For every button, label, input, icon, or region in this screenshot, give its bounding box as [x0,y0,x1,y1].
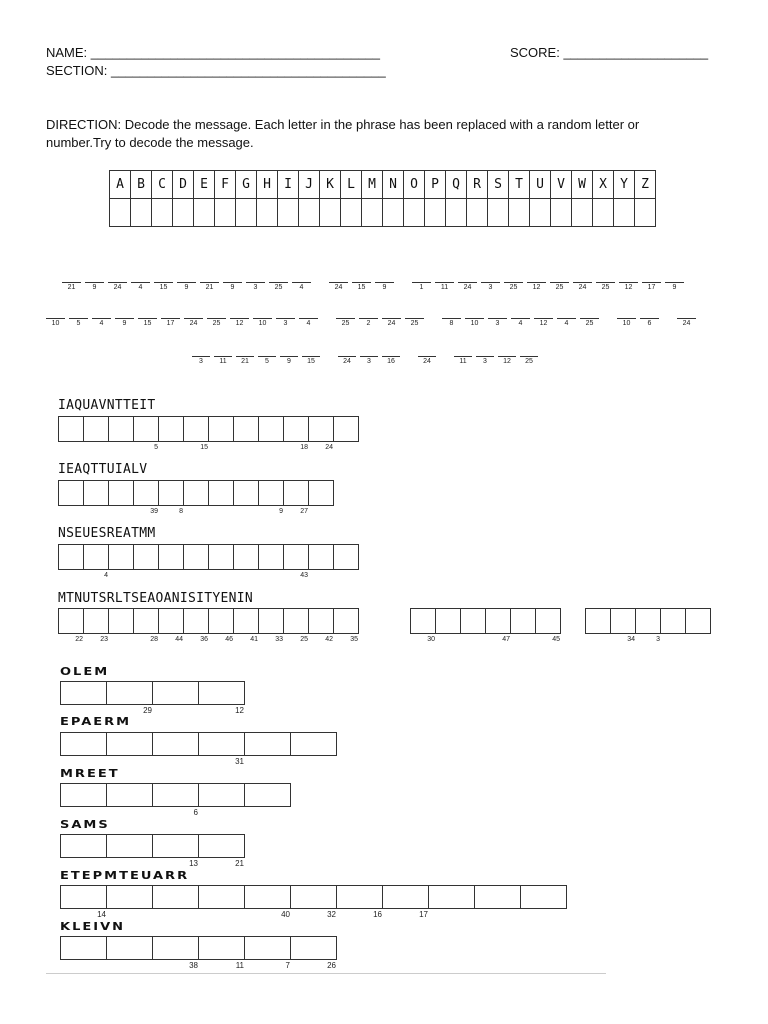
answer-box[interactable] [244,783,291,807]
clue-number: 44 [175,636,183,643]
cipher-blank[interactable]: 25 [580,318,599,327]
answer-box[interactable] [106,936,153,960]
alphabet-answer-cell[interactable] [488,199,509,227]
cipher-blank[interactable]: 3 [476,356,494,365]
answer-box[interactable] [83,416,109,442]
alphabet-letter: N [383,171,404,199]
answer-box[interactable] [308,480,334,506]
clue-number: 14 [97,910,106,919]
alphabet-letter: V [551,171,572,199]
clue-number: 8 [179,508,183,515]
alphabet-answer-cell[interactable] [173,199,194,227]
answer-box[interactable] [435,608,461,634]
answer-box[interactable] [152,936,199,970]
clue-number: 39 [150,508,158,515]
scrambled-word: IAQUAVNTTEIT [58,398,156,413]
clue-number: 35 [350,636,358,643]
cipher-blank[interactable]: 15 [352,282,371,291]
cipher-blank[interactable]: 3 [360,356,378,365]
alphabet-answer-cell[interactable] [362,199,383,227]
answer-box[interactable] [198,732,245,766]
cipher-blank[interactable]: 4 [292,282,311,291]
cipher-line [192,356,542,365]
answer-box[interactable] [152,681,199,705]
cipher-blank[interactable]: 4 [511,318,530,327]
cipher-blank[interactable]: 6 [640,318,659,327]
answer-box[interactable] [152,783,199,817]
cipher-blank[interactable]: 5 [258,356,276,365]
answer-box[interactable] [244,732,291,756]
scrambled-word: NSEUESREATMM [58,526,156,541]
answer-box[interactable] [60,681,107,705]
cipher-blank[interactable]: 10 [617,318,636,327]
answer-box[interactable] [685,608,711,634]
answer-box[interactable] [60,834,107,858]
cipher-blank[interactable]: 9 [223,282,242,291]
cipher-blank[interactable]: 3 [481,282,500,291]
answer-box[interactable] [233,608,259,643]
answer-box[interactable] [133,416,159,451]
alphabet-letter: K [320,171,341,199]
answer-box[interactable] [233,480,259,506]
answer-box-row [585,608,711,643]
answer-box[interactable] [460,608,486,634]
cipher-blank[interactable]: 21 [200,282,219,291]
cipher-blank[interactable]: 24 [418,356,436,365]
cipher-blank[interactable]: 3 [488,318,507,327]
answer-box[interactable] [283,480,309,515]
cipher-blank[interactable]: 11 [214,356,232,365]
answer-box[interactable] [158,544,184,570]
cipher-blank[interactable]: 24 [573,282,592,291]
alphabet-letter: D [173,171,194,199]
cipher-blank[interactable]: 9 [665,282,684,291]
answer-box-row [58,416,359,451]
alphabet-letter: W [572,171,593,199]
clue-number: 43 [300,572,308,579]
cipher-blank[interactable]: 24 [329,282,348,291]
answer-box[interactable] [106,834,153,858]
answer-box[interactable] [106,681,153,715]
scrambled-word: SAMS [60,819,110,831]
answer-box-row [60,681,245,715]
alphabet-answer-cell[interactable] [110,199,131,227]
answer-box-row [58,544,359,579]
cipher-blank[interactable]: 25 [405,318,424,327]
alphabet-letter: M [362,171,383,199]
alphabet-letter: A [110,171,131,199]
answer-box[interactable] [158,416,184,442]
cipher-line [62,282,688,291]
answer-box-row [60,783,291,817]
answer-box[interactable] [83,544,109,579]
clue-number: 3 [656,636,660,643]
clue-number: 7 [285,961,290,970]
clue-number: 46 [225,636,233,643]
scrambled-word: MREET [60,768,120,780]
cipher-blank[interactable]: 25 [269,282,288,291]
clue-number: 34 [627,636,635,643]
answer-box[interactable] [290,936,337,970]
alphabet-letter: I [278,171,299,199]
cipher-blank[interactable]: 21 [236,356,254,365]
alphabet-answer-cell[interactable] [404,199,425,227]
alphabet-answer-cell[interactable] [320,199,341,227]
clue-number: 28 [150,636,158,643]
answer-box[interactable] [106,885,153,909]
answer-box[interactable] [158,608,184,643]
answer-box[interactable] [58,416,84,442]
answer-box[interactable] [198,936,245,970]
answer-box[interactable] [585,608,611,634]
answer-box[interactable] [198,681,245,715]
clue-number: 21 [235,859,244,868]
answer-box[interactable] [308,608,334,643]
clue-number: 38 [189,961,198,970]
answer-box[interactable] [520,885,567,909]
answer-box[interactable] [244,885,291,919]
clue-number: 15 [200,444,208,451]
alphabet-letter: H [257,171,278,199]
answer-box[interactable] [152,732,199,756]
answer-box[interactable] [60,732,107,756]
answer-box[interactable] [474,885,521,909]
answer-box[interactable] [106,783,153,807]
answer-box-row [60,732,337,766]
scrambled-word: ETEPMTEUARR [60,870,190,882]
answer-box[interactable] [290,732,337,756]
clue-number: 29 [143,706,152,715]
alphabet-answer-cell[interactable] [152,199,173,227]
answer-box[interactable] [635,608,661,643]
answer-box[interactable] [133,608,159,643]
alphabet-letter: Q [446,171,467,199]
alphabet-answer-cell[interactable] [614,199,635,227]
answer-box[interactable] [183,544,209,570]
answer-box-row [60,834,245,868]
alphabet-letter: B [131,171,152,199]
clue-number: 36 [200,636,208,643]
answer-box[interactable] [283,416,309,451]
answer-box[interactable] [428,885,475,909]
cipher-blank[interactable]: 11 [454,356,472,365]
cipher-blank[interactable]: 10 [46,318,65,327]
cipher-blank[interactable]: 24 [108,282,127,291]
answer-box[interactable] [108,416,134,442]
answer-box[interactable] [333,608,359,643]
alphabet-letter: X [593,171,614,199]
cipher-blank[interactable]: 9 [177,282,196,291]
alphabet-key-table [109,170,656,227]
answer-box[interactable] [258,416,284,442]
alphabet-answer-cell[interactable] [425,199,446,227]
cipher-blank[interactable]: 4 [299,318,318,327]
direction-text: DIRECTION: Decode the message. Each letter in the phrase has been replaced with a random letter or number.Try to decode the message. [46,117,640,150]
clue-number: 22 [75,636,83,643]
cipher-blank[interactable]: 9 [375,282,394,291]
cipher-blank[interactable]: 17 [161,318,180,327]
alphabet-letter: L [341,171,362,199]
alphabet-letter: T [509,171,530,199]
cipher-blank[interactable]: 11 [435,282,454,291]
alphabet-answer-cell[interactable] [194,199,215,227]
cipher-blank[interactable]: 25 [336,318,355,327]
cipher-blank[interactable]: 24 [382,318,401,327]
alphabet-answer-cell[interactable] [215,199,236,227]
answer-box[interactable] [60,936,107,960]
alphabet-answer-cell[interactable] [446,199,467,227]
alphabet-letter: P [425,171,446,199]
answer-box[interactable] [108,544,134,570]
clue-number: 40 [281,910,290,919]
clue-number: 16 [373,910,382,919]
cipher-blank[interactable]: 25 [207,318,226,327]
alphabet-letter: Y [614,171,635,199]
answer-box[interactable] [382,885,429,919]
scrambled-word: KLEIVN [60,921,126,933]
alphabet-letter: G [236,171,257,199]
alphabet-answer-cell[interactable] [131,199,152,227]
alphabet-answer-cell[interactable] [572,199,593,227]
cipher-blank[interactable]: 24 [458,282,477,291]
answer-box[interactable] [485,608,511,643]
clue-number: 30 [427,636,435,643]
answer-box[interactable] [60,885,107,919]
scrambled-word: MTNUTSRLTSEAOANISITYENIN [58,591,254,606]
alphabet-answer-cell[interactable] [341,199,362,227]
answer-box[interactable] [58,608,84,643]
answer-box[interactable] [308,544,334,570]
answer-box[interactable] [183,416,209,451]
cipher-blank[interactable]: 1 [412,282,431,291]
answer-box[interactable] [535,608,561,643]
cipher-blank[interactable]: 2 [359,318,378,327]
answer-box[interactable] [108,608,134,634]
clue-number: 25 [300,636,308,643]
cipher-blank[interactable]: 10 [253,318,272,327]
alphabet-answer-cell[interactable] [509,199,530,227]
answer-box[interactable] [198,834,245,868]
clue-number: 5 [154,444,158,451]
clue-number: 47 [502,636,510,643]
cipher-blank[interactable]: 12 [230,318,249,327]
answer-box[interactable] [198,885,245,909]
cipher-blank[interactable]: 10 [465,318,484,327]
answer-box[interactable] [333,416,359,442]
alphabet-answer-cell[interactable] [551,199,572,227]
cipher-blank[interactable]: 9 [115,318,134,327]
answer-box[interactable] [158,480,184,515]
answer-box[interactable] [133,544,159,570]
answer-box[interactable] [83,480,109,506]
answer-box[interactable] [208,416,234,442]
answer-box[interactable] [106,732,153,756]
scrambled-word: IEAQTTUIALV [58,462,148,477]
alphabet-letter: E [194,171,215,199]
answer-box[interactable] [58,544,84,570]
answer-box-row [58,480,334,515]
cipher-blank[interactable]: 25 [550,282,569,291]
cipher-blank[interactable]: 9 [85,282,104,291]
answer-box[interactable] [258,608,284,643]
answer-box[interactable] [290,885,337,919]
scrambled-word: EPAERM [60,716,132,728]
cipher-blank[interactable]: 4 [557,318,576,327]
answer-box[interactable] [660,608,686,634]
cipher-blank[interactable]: 15 [138,318,157,327]
cipher-blank[interactable]: 24 [338,356,356,365]
clue-number: 4 [104,572,108,579]
answer-box[interactable] [308,416,334,451]
answer-box[interactable] [133,480,159,515]
cipher-blank[interactable]: 9 [280,356,298,365]
clue-number: 31 [235,757,244,766]
answer-box[interactable] [336,885,383,919]
answer-box[interactable] [152,834,199,868]
cipher-blank[interactable]: 17 [642,282,661,291]
clue-number: 17 [419,910,428,919]
cipher-blank[interactable]: 21 [62,282,81,291]
alphabet-letter: S [488,171,509,199]
clue-number: 13 [189,859,198,868]
clue-number: 9 [279,508,283,515]
answer-box-row [58,608,359,643]
answer-box[interactable] [258,480,284,515]
answer-box[interactable] [198,783,245,807]
answer-box-row [60,885,567,919]
alphabet-letter: U [530,171,551,199]
alphabet-letter: Z [635,171,656,199]
scrambled-word: OLEM [60,666,110,678]
cipher-blank[interactable]: 25 [504,282,523,291]
cipher-blank[interactable]: 4 [92,318,111,327]
cipher-blank[interactable]: 25 [596,282,615,291]
cipher-blank[interactable]: 12 [498,356,516,365]
clue-number: 23 [100,636,108,643]
cipher-blank[interactable]: 15 [302,356,320,365]
cipher-blank[interactable]: 3 [192,356,210,365]
answer-box[interactable] [208,544,234,570]
alphabet-answer-cell[interactable] [635,199,656,227]
answer-box[interactable] [208,480,234,506]
clue-number: 18 [300,444,308,451]
clue-number: 6 [193,808,198,817]
clue-number: 42 [325,636,333,643]
clue-number: 32 [327,910,336,919]
alphabet-answer-cell[interactable] [467,199,488,227]
score-field[interactable]: SCORE: ____________________ [510,45,709,60]
answer-box[interactable] [183,608,209,643]
alphabet-letter: J [299,171,320,199]
answer-box-row [60,936,337,970]
alphabet-answer-cell[interactable] [383,199,404,227]
answer-box[interactable] [233,544,259,570]
cipher-line [46,318,700,327]
cipher-blank[interactable]: 15 [154,282,173,291]
answer-box[interactable] [244,936,291,970]
answer-box[interactable] [60,783,107,807]
cipher-blank[interactable]: 3 [246,282,265,291]
clue-number: 24 [325,444,333,451]
cipher-blank[interactable]: 5 [69,318,88,327]
cipher-blank[interactable]: 8 [442,318,461,327]
clue-number: 45 [552,636,560,643]
alphabet-answer-cell[interactable] [236,199,257,227]
answer-box[interactable] [108,480,134,506]
cipher-blank[interactable]: 24 [184,318,203,327]
alphabet-answer-cell[interactable] [530,199,551,227]
footer-divider [46,973,606,974]
alphabet-letter: C [152,171,173,199]
answer-box[interactable] [58,480,84,506]
clue-number: 27 [300,508,308,515]
cipher-blank[interactable]: 25 [520,356,538,365]
clue-number: 11 [235,961,244,970]
answer-box-row [410,608,561,643]
alphabet-letter: F [215,171,236,199]
answer-box[interactable] [183,480,209,506]
clue-number: 41 [250,636,258,643]
answer-box[interactable] [208,608,234,643]
answer-box[interactable] [233,416,259,442]
answer-box[interactable] [283,608,309,643]
answer-box[interactable] [510,608,536,634]
cipher-blank[interactable]: 12 [527,282,546,291]
answer-box[interactable] [258,544,284,570]
cipher-blank[interactable]: 12 [619,282,638,291]
alphabet-answer-cell[interactable] [257,199,278,227]
answer-box[interactable] [410,608,436,643]
answer-box[interactable] [152,885,199,909]
answer-box[interactable] [610,608,636,643]
cipher-blank[interactable]: 24 [677,318,696,327]
alphabet-letter: O [404,171,425,199]
alphabet-answer-cell[interactable] [278,199,299,227]
name-field[interactable]: NAME: ________________________________________ [46,45,380,60]
cipher-blank[interactable]: 3 [276,318,295,327]
cipher-blank[interactable]: 12 [534,318,553,327]
cipher-blank[interactable]: 4 [131,282,150,291]
alphabet-letter: R [467,171,488,199]
clue-number: 26 [327,961,336,970]
answer-box[interactable] [83,608,109,643]
answer-box[interactable] [283,544,309,579]
cipher-blank[interactable]: 16 [382,356,400,365]
answer-box[interactable] [333,544,359,570]
section-field[interactable]: SECTION: ______________________________________ [46,63,386,78]
clue-number: 12 [235,706,244,715]
alphabet-answer-cell[interactable] [593,199,614,227]
alphabet-answer-cell[interactable] [299,199,320,227]
clue-number: 33 [275,636,283,643]
